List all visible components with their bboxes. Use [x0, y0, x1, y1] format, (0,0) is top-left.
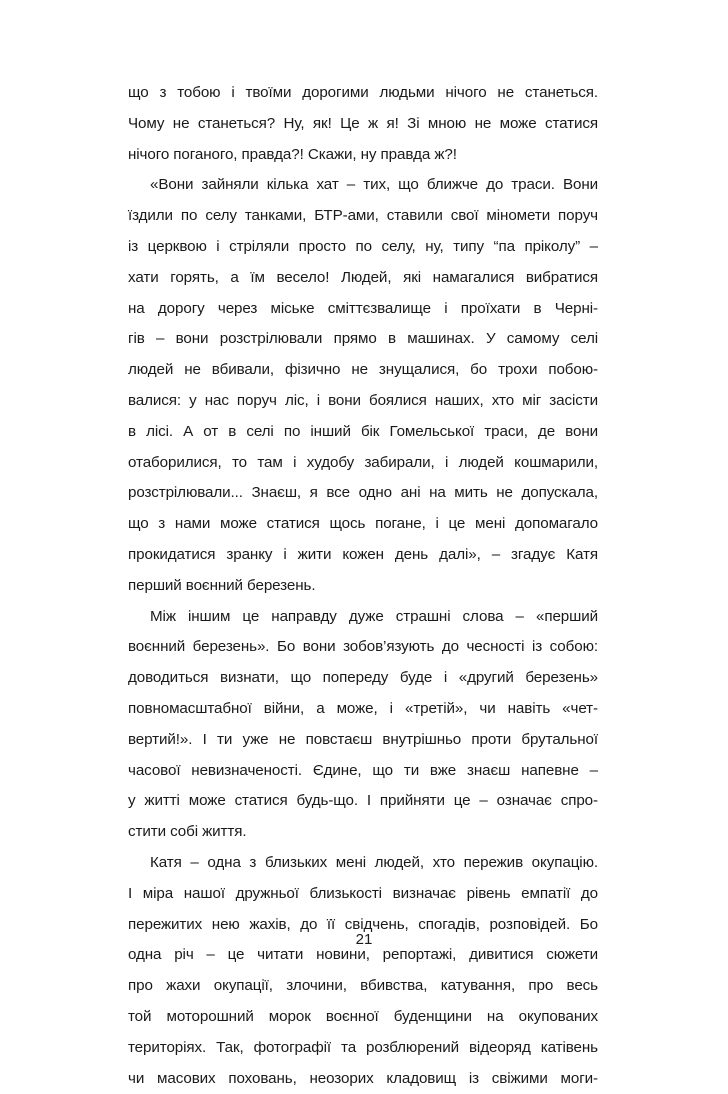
text-line: у житті може статися будь-що. І прийняти це – означає спро- — [128, 786, 598, 817]
text-line: на дорогу через міське сміттєзвалище і проїхати в Черні- — [128, 294, 598, 325]
text-line: людей не вбивали, фізично не знущалися, бо трохи побою- — [128, 355, 598, 386]
text-line: повномасштабної війни, а може, і «третій», чи навіть «чет- — [128, 694, 598, 725]
text-line: про жахи окупації, злочини, вбивства, катування, про весь — [128, 971, 598, 1002]
text-line: одна річ – це читати новини, репортажі, дивитися сюжети — [128, 940, 598, 971]
text-line: Чому не станеться? Ну, як! Це ж я! Зі мною не може статися — [128, 109, 598, 140]
text-line: гів – вони розстрілювали прямо в машинах. У самому селі — [128, 324, 598, 355]
text-line: що з тобою і твоїми дорогими людьми нічого не станеться. — [128, 78, 598, 109]
text-line: перший воєнний березень. — [128, 571, 598, 602]
text-line: чи масових поховань, неозорих кладовищ із свіжими моги- — [128, 1064, 598, 1094]
text-line: прокидатися зранку і жити кожен день далі», – згадує Катя — [128, 540, 598, 571]
text-line: розстрілювали... Знаєш, я все одно ані на мить не допускала, — [128, 478, 598, 509]
text-line: нічого поганого, правда?! Скажи, ну правда ж?! — [128, 140, 598, 171]
text-line: І міра нашої дружньої близькості визначає рівень емпатії до — [128, 879, 598, 910]
text-line: вертий!». І ти уже не повстаєш внутрішньо проти брутальної — [128, 725, 598, 756]
text-line: часової невизначеності. Єдине, що ти вже знаєш напевне – — [128, 756, 598, 787]
text-line: Між іншим це направду дуже страшні слова – «перший — [128, 602, 598, 633]
text-line: валися: у нас поруч ліс, і вони боялися наших, хто міг засісти — [128, 386, 598, 417]
text-line: Катя – одна з близьких мені людей, хто пережив окупацію. — [128, 848, 598, 879]
text-line: із церквою і стріляли просто по селу, ну, типу “па пріколу” – — [128, 232, 598, 263]
text-line: воєнний березень». Бо вони зобов’язують до чесності із собою: — [128, 632, 598, 663]
text-line: стити собі життя. — [128, 817, 598, 848]
text-line: що з нами може статися щось погане, і це мені допомагало — [128, 509, 598, 540]
text-line: територіях. Так, фотографії та розблюрений відеоряд катівень — [128, 1033, 598, 1064]
text-line: хати горять, а їм весело! Людей, які намагалися вибратися — [128, 263, 598, 294]
text-line: доводиться визнати, що попереду буде і «другий березень» — [128, 663, 598, 694]
text-line: в лісі. А от в селі по інший бік Гомельської траси, де вони — [128, 417, 598, 448]
text-line: їздили по селу танками, БТР-ами, ставили свої міномети поруч — [128, 201, 598, 232]
text-line: пережитих нею жахів, до її свідчень, спогадів, розповідей. Бо — [128, 910, 598, 941]
text-line: отаборилися, то там і худобу забирали, і людей кошмарили, — [128, 448, 598, 479]
text-line: той моторошний морок воєнної буденщини на окупованих — [128, 1002, 598, 1033]
page-number: 21 — [0, 930, 728, 950]
text-line: «Вони зайняли кілька хат – тих, що ближче до траси. Вони — [128, 170, 598, 201]
